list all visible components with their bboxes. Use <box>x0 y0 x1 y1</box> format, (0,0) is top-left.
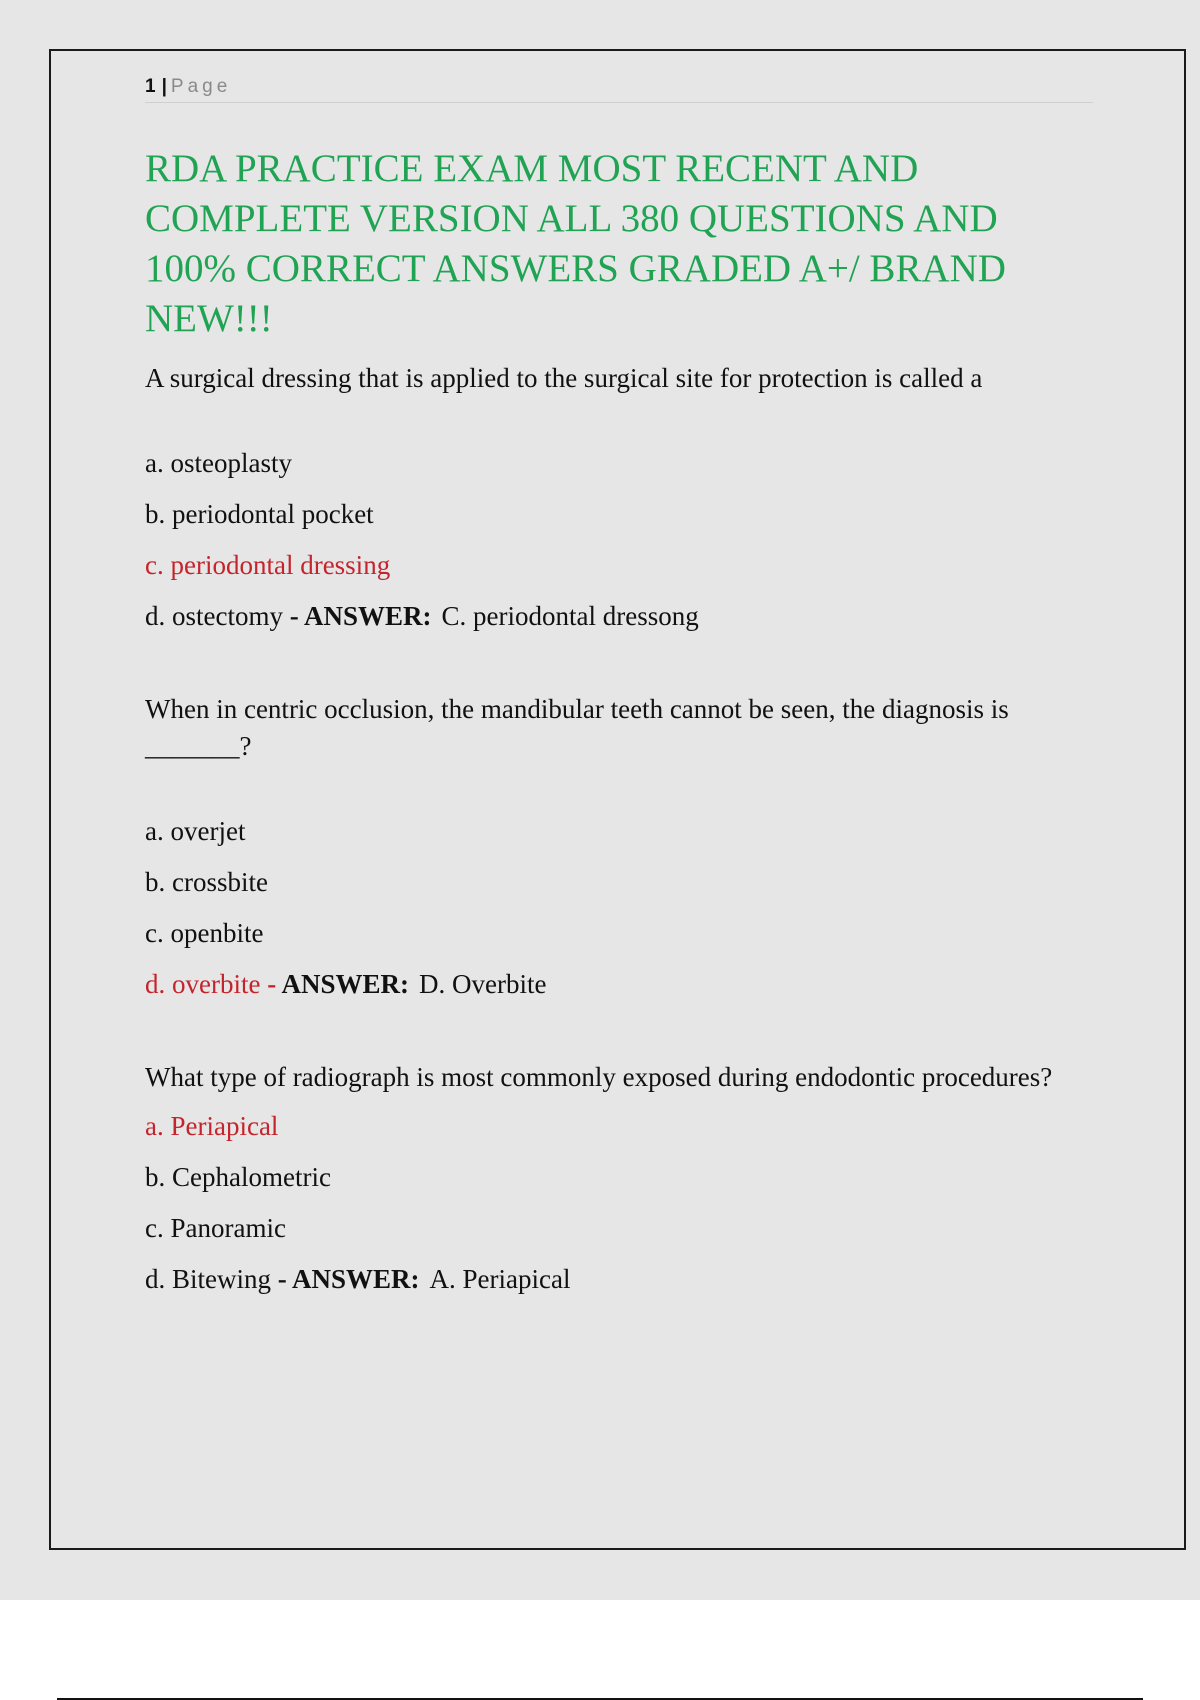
option-list <box>145 1108 1090 1298</box>
answer-value: A. Periapical <box>429 1264 571 1294</box>
question-block <box>145 1059 1090 1298</box>
option-item: a. overjet <box>145 816 246 846</box>
question-block <box>145 691 1090 1003</box>
question-text: When in centric occlusion, the mandibular teeth cannot be seen, the diagnosis is _______? <box>145 694 1009 761</box>
option-item-with-answer <box>145 1261 1090 1298</box>
option-text-correct: d. overbite <box>145 969 261 999</box>
answer-separator: - <box>260 969 282 999</box>
option-list <box>145 813 1090 1003</box>
option-item-correct: c. periodontal dressing <box>145 550 391 580</box>
option-list <box>145 445 1090 635</box>
answer-value: D. Overbite <box>419 969 547 999</box>
question-text: What type of radiograph is most commonly exposed during endodontic procedures? <box>145 1062 1053 1092</box>
answer-value: C. periodontal dressong <box>441 601 699 631</box>
page-number: 1 <box>145 76 156 97</box>
option-item-with-answer <box>145 598 1090 635</box>
option-item: b. crossbite <box>145 867 268 897</box>
answer-label: ANSWER: <box>281 969 409 999</box>
option-item: c. openbite <box>145 918 264 948</box>
answer-separator: - <box>282 601 304 631</box>
option-item: a. osteoplasty <box>145 448 292 478</box>
answer-separator: - <box>271 1264 293 1294</box>
question-text: A surgical dressing that is applied to the surgical site for protection is called a <box>145 363 983 393</box>
option-item-correct: a. Periapical <box>145 1111 279 1141</box>
answer-label: ANSWER: <box>292 1264 420 1294</box>
option-item-with-answer <box>145 966 1090 1003</box>
document-content <box>145 144 1090 1312</box>
document-title: RDA PRACTICE EXAM MOST RECENT AND COMPLETE VERSION ALL 380 QUESTIONS AND 100% CORRECT ANSWERS GRADED A+/ BRAND NEW!!! <box>145 147 1006 340</box>
page-word: Page <box>170 76 232 97</box>
option-text: d. Bitewing <box>145 1264 271 1294</box>
option-item: b. periodontal pocket <box>145 499 374 529</box>
page-separator: | <box>161 76 167 97</box>
option-item: b. Cephalometric <box>145 1162 331 1192</box>
option-item: c. Panoramic <box>145 1213 286 1243</box>
option-text: d. ostectomy <box>145 601 283 631</box>
question-block <box>145 360 1090 635</box>
page-header <box>145 74 1093 103</box>
answer-label: ANSWER: <box>304 601 432 631</box>
